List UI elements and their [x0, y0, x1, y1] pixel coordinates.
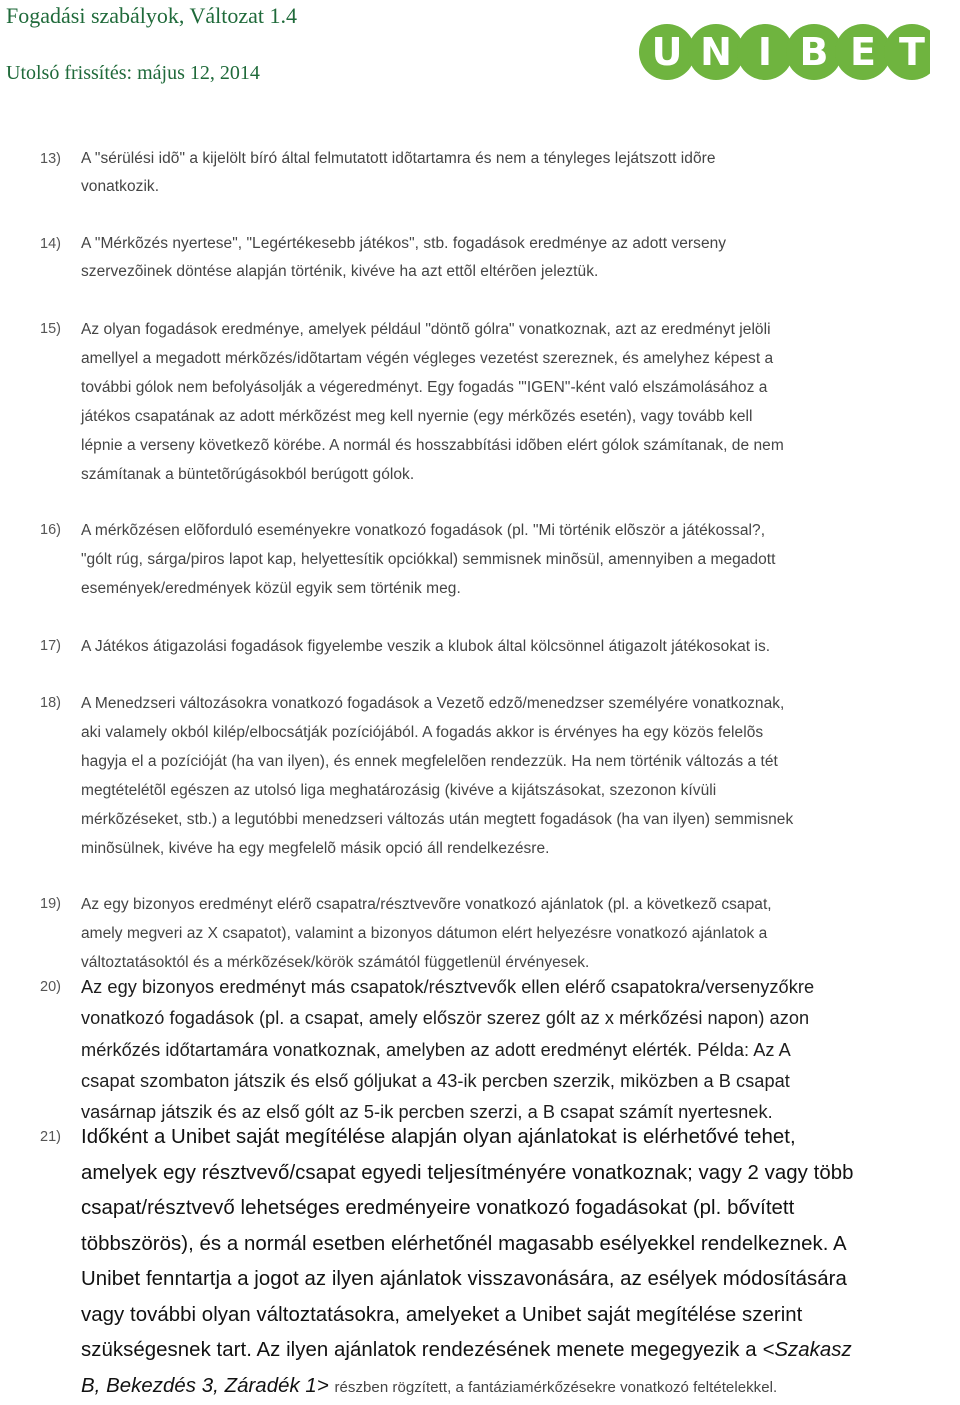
rule-text [81, 1120, 854, 1405]
rule-line: aki valamely okból kilép/elbocsátják pozíciójából. A fogadás akkor is érvényes ha egy közös felelõs [81, 718, 793, 747]
rule-line: hagyja el a pozícióját (ha van ilyen), és ennek megfelelõen rendezzük. Ha nem történik változás a tét [81, 747, 793, 776]
rule-text [81, 230, 726, 286]
rule-text [81, 972, 814, 1128]
rule-line: amely megveri az X csapatot), valamint a bizonyos dátumon elért helyezésre vonatkozó ajánlatok a [81, 919, 772, 948]
rule-number: 16) [40, 516, 61, 545]
rule-number: 20) [40, 972, 61, 1003]
rule-line: minõsülnek, kivéve ha egy megfelelõ másik opció áll rendelkezésre. [81, 834, 793, 863]
rule-line: csapat szombaton játszik és első góljukat a 43-ik percben szerzik, miközben a B csapat [81, 1066, 814, 1097]
unibet-logo [638, 22, 930, 82]
document-title: Fogadási szabályok, Változat 1.4 [6, 2, 297, 30]
rule-line: A Játékos átigazolási fogadások figyelembe veszik a klubok által kölcsönnel átigazolt játékosokat is. [81, 632, 770, 661]
rule-line [81, 1333, 854, 1369]
rule-line: megtételétõl egészen az utolsó liga meghatározásig (kivéve a kijátszásokat, szezonon kívüli [81, 776, 793, 805]
rule-line: A Menedzseri változásokra vonatkozó fogadások a Vezetõ edzõ/menedzser személyére vonatkoznak, [81, 689, 793, 718]
rule-number: 14) [40, 230, 61, 258]
rule-line: mérkőzés időtartamára vonatkoznak, amelyben az adott eredményt elérték. Példa: Az A [81, 1035, 814, 1066]
rule-line: többszörös), és a normál esetben elérhetőnél magasabb esélyekkel rendelkeznek. A [81, 1227, 854, 1263]
rule-text [81, 632, 770, 661]
last-updated: Utolsó frissítés: május 12, 2014 [6, 60, 260, 86]
rule-number: 13) [40, 145, 61, 173]
rule-line: Unibet fenntartja a jogot az ilyen ajánlatok visszavonására, az esélyek módosítására [81, 1262, 854, 1298]
rule-line: vasárnap játszik és az első gólt az 5-ik percben szerzi, a B csapat számít nyertesnek. [81, 1097, 814, 1128]
logo-letter: B [800, 30, 829, 74]
rule-number: 21) [40, 1120, 61, 1156]
rule-number: 18) [40, 689, 61, 718]
rule-line: szervezõinek döntése alapján történik, kivéve ha azt ettõl eltérõen jeleztük. [81, 258, 726, 286]
rule-number: 17) [40, 632, 61, 661]
rule-line: további gólok nem befolyásolják a végeredményt. Egy fogadás '"IGEN"-ként való elszámolásához a [81, 373, 784, 402]
rule-line: vagy további olyan változtatásokra, amelyeket a Unibet saját megítélése szerint [81, 1298, 854, 1334]
logo-letter: T [899, 30, 925, 74]
rule-line: amellyel a megadott mérkõzés/idõtartam végén végleges vezetést szereznek, és amelyhez képest a [81, 344, 784, 373]
rule-line: mérkõzéseket, stb.) a legutóbbi menedzseri változás után megtett fogadások (ha van ilyen) semmisnek [81, 805, 793, 834]
section-reference: <Szakasz [762, 1339, 851, 1361]
rule-line: játékos csapatának az adott mérkõzést meg kell nyernie (egy mérkõzés esetén), vagy tovább kell [81, 402, 784, 431]
rule-line: események/eredmények közül egyik sem történik meg. [81, 574, 776, 603]
rule-line: "gólt rúg, sárga/piros lapot kap, helyettesítik opciókkal) semmisnek minõsül, amennyiben a megadott [81, 545, 776, 574]
rule-text [81, 689, 793, 863]
rule-line: A "sérülési idõ" a kijelölt bíró által felmutatott idõtartamra és nem a tényleges lejátszott idõre [81, 145, 716, 173]
logo-letter: E [850, 30, 876, 74]
rule-tail-text: részben rögzített, a fantáziamérkőzésekre vonatkozó feltételekkel. [335, 1379, 778, 1396]
rule-line: Az olyan fogadások eredménye, amelyek például "döntõ gólra" vonatkoznak, azt az eredményt jelöli [81, 315, 784, 344]
logo-letter: I [758, 30, 772, 74]
logo-letter: N [700, 30, 732, 74]
rule-line: amelyek egy résztvevő/csapat egyedi teljesítményére vonatkoznak; vagy 2 vagy több [81, 1156, 854, 1192]
rule-line: A "Mérkõzés nyertese", "Legértékesebb játékos", stb. fogadások eredménye az adott verseny [81, 230, 726, 258]
rule-line [81, 1369, 854, 1405]
rule-line: Az egy bizonyos eredményt más csapatok/résztvevők ellen elérő csapatokra/versenyzőkre [81, 972, 814, 1003]
rule-line: csapat/résztvevő lehetséges eredményeire vonatkozó fogadásokat (pl. bővített [81, 1191, 854, 1227]
rule-text [81, 315, 784, 489]
rule-text [81, 145, 716, 201]
rule-line: Az egy bizonyos eredményt elérõ csapatra/résztvevõre vonatkozó ajánlatok (pl. a következõ csapat, [81, 890, 772, 919]
rule-line: lépnie a verseny következõ körébe. A normál és hosszabbítási idõben elért gólok számítanak, de nem [81, 431, 784, 460]
rule-number: 15) [40, 315, 61, 344]
rule-line: vonatkozó fogadások (pl. a csapat, amely először szerez gólt az x mérkőzési napon) azon [81, 1003, 814, 1034]
rule-text [81, 890, 772, 977]
rule-number: 19) [40, 890, 61, 919]
rule-line: szükségesnek tart. Az ilyen ajánlatok rendezésének menete megegyezik a [81, 1339, 757, 1361]
rule-text [81, 516, 776, 603]
rule-line: számítanak a büntetõrúgásokból berúgott gólok. [81, 460, 784, 489]
rule-line: A mérkõzésen elõforduló eseményekre vonatkozó fogadások (pl. "Mi történik elõször a játékossal?, [81, 516, 776, 545]
rule-line: Időként a Unibet saját megítélése alapján olyan ajánlatokat is elérhetővé tehet, [81, 1120, 854, 1156]
logo-letter: U [652, 30, 683, 74]
rule-line: vonatkozik. [81, 173, 716, 201]
section-reference: B, Bekezdés 3, Záradék 1> [81, 1375, 329, 1397]
rule-line: változtatásoktól és a mérkõzések/körök számától függetlenül érvényesek. [81, 948, 772, 977]
